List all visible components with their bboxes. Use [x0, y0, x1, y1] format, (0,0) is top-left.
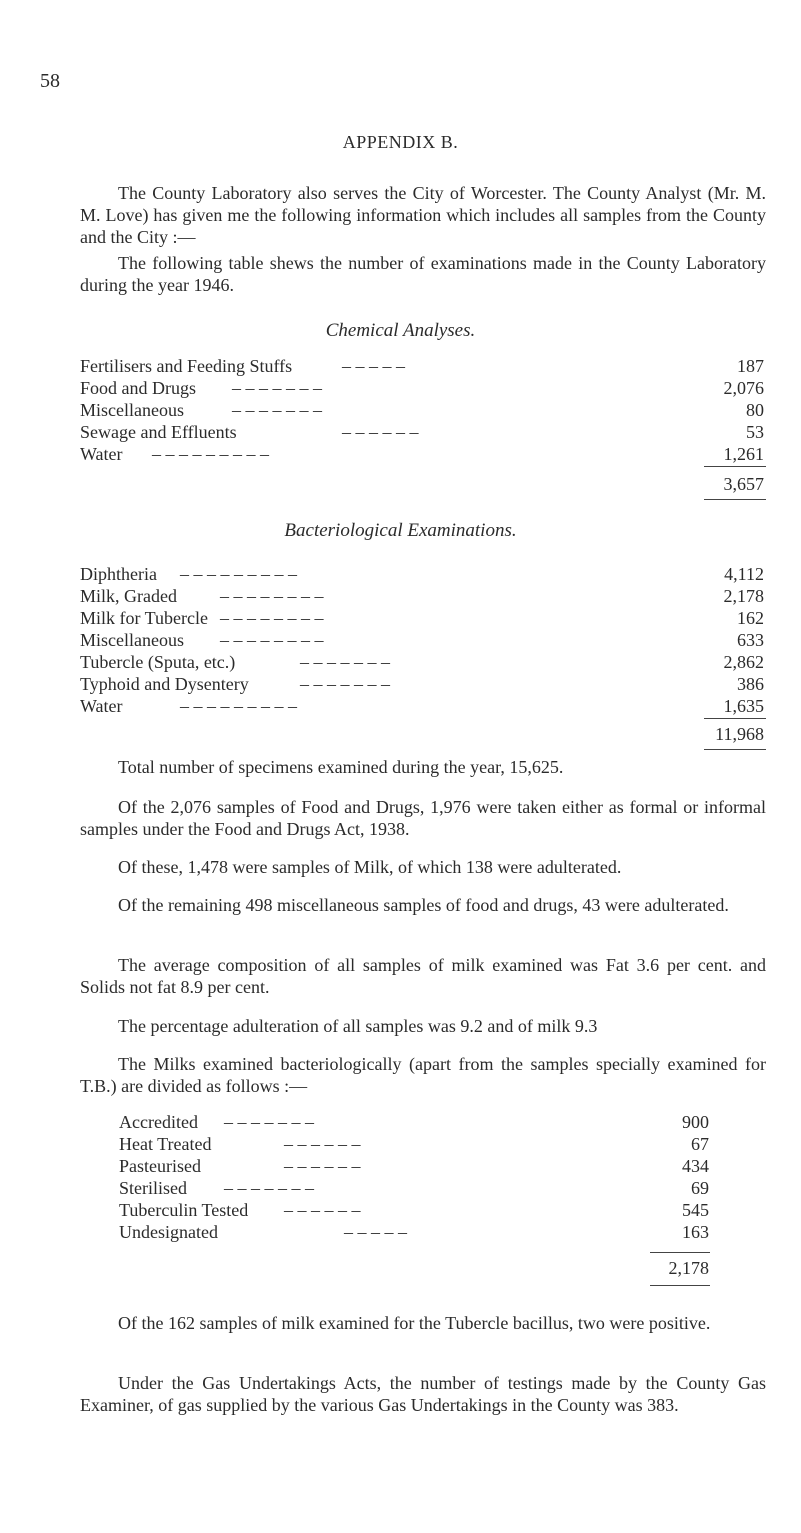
subtotal-rule — [704, 718, 766, 719]
row-value: 67 — [691, 1134, 709, 1154]
row-label: Pasteurised — [119, 1156, 201, 1176]
page-number: 58 — [40, 70, 60, 92]
leader-dashes: – – – – – – – — [232, 378, 322, 398]
row-value: 1,635 — [723, 696, 764, 716]
row-value: 633 — [737, 630, 764, 650]
leader-dashes: – – – – – — [342, 356, 405, 376]
table-row — [80, 564, 764, 584]
table-row — [119, 1178, 709, 1198]
row-value: 900 — [682, 1112, 709, 1132]
row-label: Water — [80, 696, 123, 716]
leader-dashes: – – – – – – – – – — [180, 696, 297, 716]
leader-dashes: – – – – – – – – — [220, 608, 324, 628]
milk-composition-paragraph: The average composition of all samples of milk examined was Fat 3.6 per cent. and Solids not fat 8.9 per cent. — [80, 955, 766, 997]
row-label: Sterilised — [119, 1178, 187, 1198]
row-value: 434 — [682, 1156, 709, 1176]
row-value: 545 — [682, 1200, 709, 1220]
row-label: Tubercle (Sputa, etc.) — [80, 652, 236, 672]
table-intro-paragraph: The following table shews the number of examinations made in the County Laboratory during the year 1946. — [80, 253, 766, 295]
leader-dashes: – – – – – – – – – — [152, 444, 269, 464]
total-rule — [704, 499, 766, 500]
leader-dashes: – – – – – – — [342, 422, 419, 442]
row-label: Milk for Tubercle — [80, 608, 208, 628]
food-drugs-paragraph: Of the 2,076 samples of Food and Drugs, 1,976 were taken either as formal or informal samples under the Food and Drugs Act, 1938. — [80, 797, 766, 839]
gas-undertakings-paragraph: Under the Gas Undertakings Acts, the number of testings made by the County Gas Examiner, of gas supplied by the various Gas Undertakings in the County was 383. — [80, 1373, 766, 1415]
bacteriological-total: 11,968 — [715, 724, 764, 744]
table-row — [80, 696, 764, 716]
row-label: Sewage and Effluents — [80, 422, 237, 442]
milk-samples-paragraph: Of these, 1,478 were samples of Milk, of which 138 were adulterated. — [118, 857, 622, 877]
row-label: Milk, Graded — [80, 586, 177, 606]
table-row — [119, 1200, 709, 1220]
row-value: 163 — [682, 1222, 709, 1242]
leader-dashes: – – – – – – — [284, 1156, 361, 1176]
row-label: Accredited — [119, 1112, 198, 1132]
row-value: 80 — [746, 400, 764, 420]
row-value: 2,862 — [723, 652, 764, 672]
milks-total: 2,178 — [668, 1258, 709, 1278]
leader-dashes: – – – – – – — [284, 1134, 361, 1154]
chemical-analyses-title: Chemical Analyses. — [325, 320, 476, 341]
total-specimens-line: Total number of specimens examined during the year, 15,625. — [118, 757, 564, 777]
leader-dashes: – – – – – – – – – — [180, 564, 297, 584]
table-row — [80, 630, 764, 650]
table-row — [80, 422, 764, 442]
table-row — [119, 1134, 709, 1154]
row-value: 187 — [737, 356, 764, 376]
row-label: Miscellaneous — [80, 400, 184, 420]
row-label: Undesignated — [119, 1222, 218, 1242]
adulteration-percentage-paragraph: The percentage adulteration of all samples was 9.2 and of milk 9.3 — [118, 1016, 598, 1036]
total-rule — [704, 749, 766, 750]
row-value: 162 — [737, 608, 764, 628]
table-row — [80, 608, 764, 628]
row-value: 1,261 — [723, 444, 764, 464]
leader-dashes: – – – – – – – — [224, 1112, 314, 1132]
table-row — [80, 652, 764, 672]
row-label: Food and Drugs — [80, 378, 196, 398]
table-row — [80, 586, 764, 606]
leader-dashes: – – – – – – – – — [220, 630, 324, 650]
intro-paragraph: The County Laboratory also serves the City of Worcester. The County Analyst (Mr. M. M. Love) has given me the following information which includes all samples from the County and the City :— — [80, 183, 766, 247]
appendix-heading: APPENDIX B. — [342, 132, 459, 152]
table-row — [80, 400, 764, 420]
row-label: Water — [80, 444, 123, 464]
table-row — [80, 674, 764, 694]
row-label: Tuberculin Tested — [119, 1200, 249, 1220]
leader-dashes: – – – – – – – — [224, 1178, 314, 1198]
row-label: Diphtheria — [80, 564, 157, 584]
table-row — [119, 1222, 709, 1242]
subtotal-rule — [704, 466, 766, 467]
row-value: 53 — [746, 422, 764, 442]
leader-dashes: – – – – – – – — [300, 652, 390, 672]
row-label: Heat Treated — [119, 1134, 212, 1154]
table-row — [119, 1112, 709, 1132]
row-value: 2,178 — [723, 586, 764, 606]
leader-dashes: – – – – – — [344, 1222, 407, 1242]
table-row — [80, 356, 764, 376]
row-label: Fertilisers and Feeding Stuffs — [80, 356, 293, 376]
row-value: 2,076 — [723, 378, 764, 398]
leader-dashes: – – – – – – – – — [220, 586, 324, 606]
tubercle-bacillus-paragraph: Of the 162 samples of milk examined for the Tubercle bacillus, two were positive. — [118, 1313, 711, 1333]
table-row — [119, 1156, 709, 1176]
leader-dashes: – – – – – – – — [232, 400, 322, 420]
row-label: Miscellaneous — [80, 630, 184, 650]
row-value: 386 — [737, 674, 764, 694]
table-row — [80, 378, 764, 398]
leader-dashes: – – – – – – — [284, 1200, 361, 1220]
milks-bacteriological-paragraph: The Milks examined bacteriologically (apart from the samples specially examined for T.B.) are divided as follows :— — [80, 1054, 766, 1096]
bacteriological-title: Bacteriological Examinations. — [284, 520, 517, 541]
chemical-total: 3,657 — [723, 474, 764, 494]
row-value: 69 — [691, 1178, 709, 1198]
row-label: Typhoid and Dysentery — [80, 674, 249, 694]
row-value: 4,112 — [724, 564, 764, 584]
subtotal-rule — [650, 1252, 710, 1253]
leader-dashes: – – – – – – – — [300, 674, 390, 694]
miscellaneous-samples-paragraph: Of the remaining 498 miscellaneous samples of food and drugs, 43 were adulterated. — [118, 895, 729, 915]
table-row — [80, 444, 764, 464]
total-rule — [650, 1285, 710, 1286]
